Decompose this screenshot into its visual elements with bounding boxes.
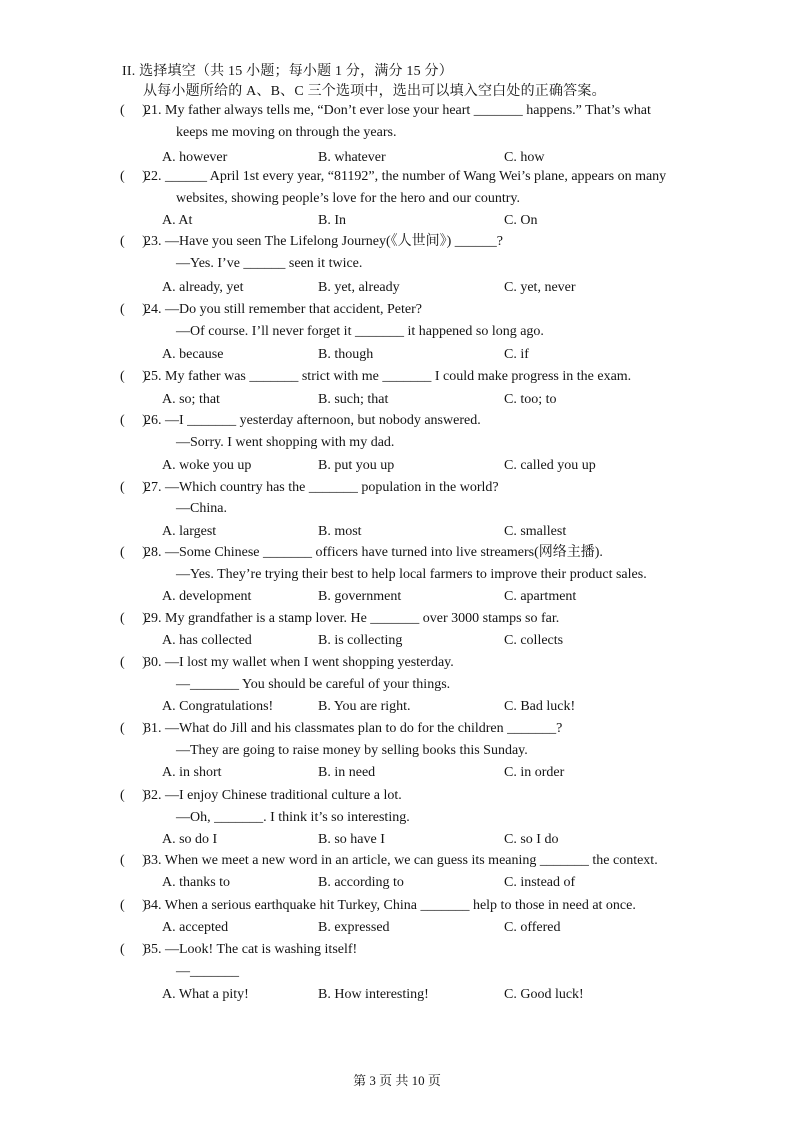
question-stem: 35. —Look! The cat is washing itself! <box>144 942 358 957</box>
option-c: C. yet, never <box>504 280 576 295</box>
option-c: C. too; to <box>504 392 557 407</box>
answer-parentheses: ( ) <box>120 413 147 428</box>
option-b: B. You are right. <box>318 699 411 714</box>
question-stem: 23. —Have you seen The Lifelong Journey(《人世间》) ______? <box>144 234 503 249</box>
option-c: C. Good luck! <box>504 987 584 1002</box>
option-a: A. however <box>162 150 228 165</box>
answer-parentheses: ( ) <box>120 655 147 670</box>
question-stem: 27. —Which country has the _______ population in the world? <box>144 480 499 495</box>
answer-parentheses: ( ) <box>120 480 147 495</box>
answer-parentheses: ( ) <box>120 611 147 626</box>
option-c: C. smallest <box>504 524 567 539</box>
option-b: B. according to <box>318 875 404 890</box>
option-c: C. instead of <box>504 875 576 890</box>
question-continuation: —Sorry. I went shopping with my dad. <box>176 435 395 450</box>
option-b: B. government <box>318 589 402 604</box>
answer-parentheses: ( ) <box>120 545 147 560</box>
question-continuation: —China. <box>176 501 227 516</box>
option-c: C. collects <box>504 633 564 648</box>
option-a: A. already, yet <box>162 280 244 295</box>
answer-parentheses: ( ) <box>120 302 147 317</box>
option-a: A. thanks to <box>162 875 231 890</box>
answer-parentheses: ( ) <box>120 898 147 913</box>
option-a: A. At <box>162 213 193 228</box>
question-continuation: —Oh, _______. I think it’s so interesting. <box>176 810 410 825</box>
option-c: C. how <box>504 150 545 165</box>
question-stem: 26. —I _______ yesterday afternoon, but nobody answered. <box>144 413 481 428</box>
option-a: A. development <box>162 589 252 604</box>
question-continuation: —Yes. I’ve ______ seen it twice. <box>176 256 363 271</box>
question-continuation: keeps me moving on through the years. <box>176 125 397 140</box>
option-a: A. largest <box>162 524 217 539</box>
option-a: A. in short <box>162 765 222 780</box>
option-b: B. yet, already <box>318 280 400 295</box>
option-b: B. so have I <box>318 832 385 847</box>
option-a: A. has collected <box>162 633 252 648</box>
option-b: B. expressed <box>318 920 390 935</box>
section-title: II. 选择填空（共 15 小题；每小题 1 分，满分 15 分） <box>122 64 453 79</box>
option-b: B. though <box>318 347 374 362</box>
question-continuation: —Of course. I’ll never forget it _______ it happened so long ago. <box>176 324 544 339</box>
answer-parentheses: ( ) <box>120 788 147 803</box>
question-continuation: —Yes. They’re trying their best to help local farmers to improve their product sales. <box>176 567 647 582</box>
question-stem: 31. —What do Jill and his classmates plan to do for the children _______? <box>144 721 563 736</box>
option-b: B. put you up <box>318 458 395 473</box>
answer-parentheses: ( ) <box>120 942 147 957</box>
question-continuation: —They are going to raise money by selling books this Sunday. <box>176 743 528 758</box>
option-c: C. if <box>504 347 529 362</box>
option-b: B. How interesting! <box>318 987 429 1002</box>
question-stem: 30. —I lost my wallet when I went shopping yesterday. <box>144 655 454 670</box>
question-continuation: —_______ <box>176 964 239 979</box>
option-a: A. Congratulations! <box>162 699 274 714</box>
question-stem: 25. My father was _______ strict with me _______ I could make progress in the exam. <box>144 369 632 384</box>
answer-parentheses: ( ) <box>120 369 147 384</box>
answer-parentheses: ( ) <box>120 103 147 118</box>
option-b: B. in need <box>318 765 376 780</box>
question-stem: 24. —Do you still remember that accident, Peter? <box>144 302 422 317</box>
question-continuation: websites, showing people’s love for the hero and our country. <box>176 191 520 206</box>
option-b: B. In <box>318 213 346 228</box>
option-c: C. so I do <box>504 832 559 847</box>
answer-parentheses: ( ) <box>120 169 147 184</box>
option-b: B. whatever <box>318 150 386 165</box>
question-stem: 21. My father always tells me, “Don’t ever lose your heart _______ happens.” That’s what <box>144 103 651 118</box>
option-a: A. so do I <box>162 832 218 847</box>
option-a: A. so; that <box>162 392 220 407</box>
option-a: A. accepted <box>162 920 229 935</box>
option-c: C. On <box>504 213 538 228</box>
question-stem: 33. When we meet a new word in an article, we can guess its meaning _______ the context. <box>144 853 658 868</box>
option-a: A. What a pity! <box>162 987 249 1002</box>
option-c: C. apartment <box>504 589 577 604</box>
answer-parentheses: ( ) <box>120 234 147 249</box>
option-c: C. called you up <box>504 458 596 473</box>
option-c: C. Bad luck! <box>504 699 576 714</box>
option-b: B. is collecting <box>318 633 403 648</box>
page-footer: 第 3 页 共 10 页 <box>353 1073 441 1088</box>
option-b: B. most <box>318 524 362 539</box>
answer-parentheses: ( ) <box>120 853 147 868</box>
answer-parentheses: ( ) <box>120 721 147 736</box>
question-stem: 22. ______ April 1st every year, “81192”, the number of Wang Wei’s plane, appears on many <box>144 169 667 184</box>
option-a: A. because <box>162 347 224 362</box>
option-a: A. woke you up <box>162 458 252 473</box>
option-c: C. in order <box>504 765 565 780</box>
question-stem: 28. —Some Chinese _______ officers have turned into live streamers(网络主播). <box>144 545 603 560</box>
question-stem: 34. When a serious earthquake hit Turkey, China _______ help to those in need at once. <box>144 898 636 913</box>
question-stem: 32. —I enjoy Chinese traditional culture a lot. <box>144 788 402 803</box>
option-b: B. such; that <box>318 392 389 407</box>
section-instruction: 从每小题所给的 A、B、C 三个选项中，选出可以填入空白处的正确答案。 <box>143 84 606 99</box>
question-stem: 29. My grandfather is a stamp lover. He _______ over 3000 stamps so far. <box>144 611 560 626</box>
question-continuation: —_______ You should be careful of your things. <box>176 677 451 692</box>
option-c: C. offered <box>504 920 561 935</box>
